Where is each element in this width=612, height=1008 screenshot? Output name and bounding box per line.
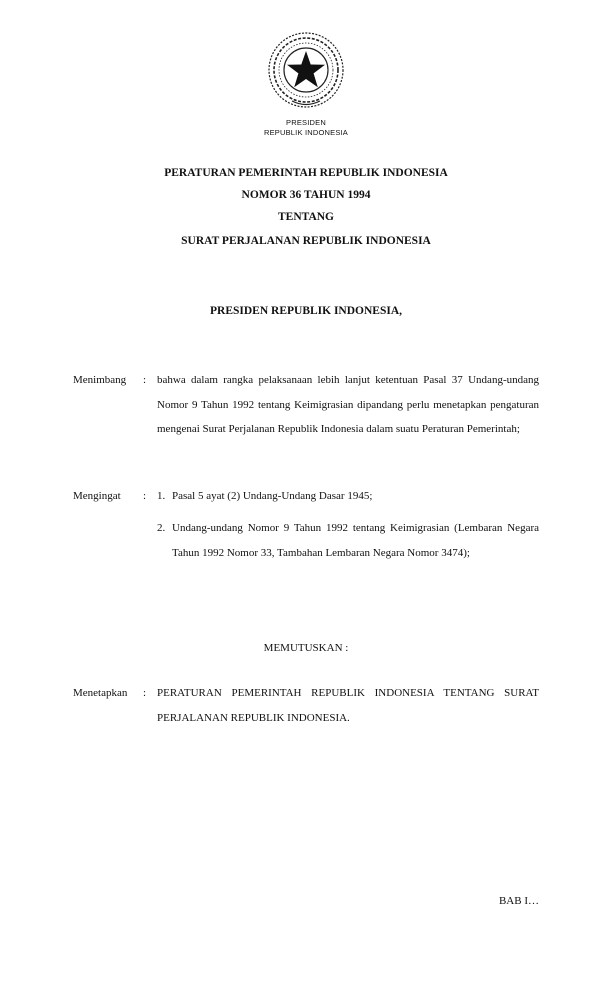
- seal-caption-republik: REPUBLIK INDONESIA: [263, 128, 349, 137]
- mengingat-item-2-number: 2.: [157, 522, 166, 534]
- document-title-line1: PERATURAN PEMERINTAH REPUBLIK INDONESIA: [164, 167, 448, 179]
- mengingat-item-2-text: Undang-undang Nomor 9 Tahun 1992 tentang Keimigrasian (Lembaran Negara Tahun 1992 Nomor 33, Tambahan Lembaran Negara Nomor 3474);: [172, 522, 539, 559]
- document-title-subject: SURAT PERJALANAN REPUBLIK INDONESIA: [181, 235, 431, 247]
- next-page-indicator: BAB I…: [498, 895, 539, 907]
- memutuskan-heading: MEMUTUSKAN :: [263, 642, 349, 654]
- menimbang-colon: :: [143, 374, 147, 386]
- menimbang-text: bahwa dalam rangka pelaksanaan lebih lanjut ketentuan Pasal 37 Undang-undang Nomor 9 Tahun 1992 tentang Keimigrasian dipandang perlu menetapkan pengaturan mengenai Surat Perjalanan Republik Indonesia dalam suatu Peraturan Pemerintah;: [157, 374, 539, 435]
- menimbang-label: Menimbang: [73, 374, 127, 386]
- mengingat-item-1-text: Pasal 5 ayat (2) Undang-Undang Dasar 1945;: [172, 490, 373, 502]
- mengingat-label: Mengingat: [73, 490, 121, 502]
- menetapkan-label: Menetapkan: [73, 687, 128, 699]
- mengingat-item-1-number: 1.: [157, 490, 166, 502]
- seal-caption-presiden: PRESIDEN: [286, 118, 326, 127]
- garuda-star-emblem-icon: [266, 30, 346, 110]
- document-title-number: NOMOR 36 TAHUN 1994: [241, 189, 371, 201]
- document-title-tentang: TENTANG: [277, 211, 335, 223]
- mengingat-colon: :: [143, 490, 147, 502]
- menetapkan-text: PERATURAN PEMERINTAH REPUBLIK INDONESIA TENTANG SURAT PERJALANAN REPUBLIK INDONESIA.: [157, 687, 539, 724]
- issuer-heading: PRESIDEN REPUBLIK INDONESIA,: [209, 305, 403, 317]
- menetapkan-colon: :: [143, 687, 147, 699]
